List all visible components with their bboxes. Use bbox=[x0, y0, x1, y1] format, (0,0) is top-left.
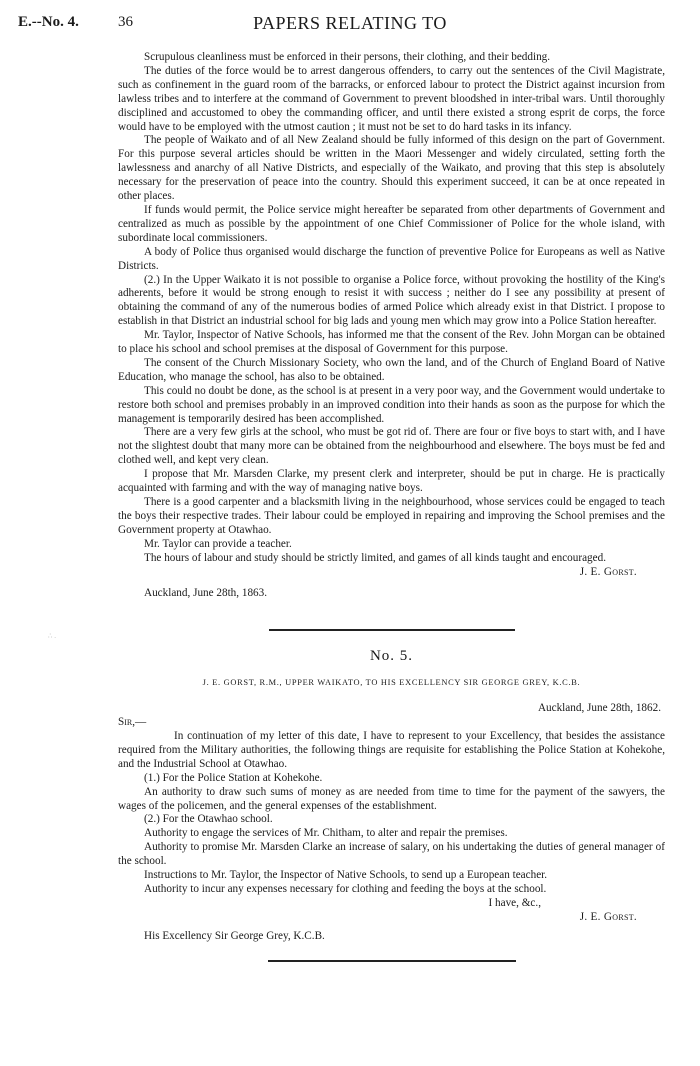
paragraph: An authority to draw such sums of money as are needed from time to time for the payment of the sawyers, the wages of the policemen, and the general expenses of the establishment. bbox=[118, 785, 665, 812]
paragraph: In continuation of my letter of this date, I have to represent to your Excellency, that besides the assistance required from the Military authorities, the following things are requisite for establishing the Police Station at Kohekohe, and the Industrial School at Otawhao. bbox=[118, 729, 665, 770]
page-number: 36 bbox=[118, 14, 133, 30]
section-divider bbox=[268, 960, 516, 962]
document-number: No. 5. bbox=[369, 648, 414, 665]
addressee: His Excellency Sir George Grey, K.C.B. bbox=[144, 929, 325, 942]
paragraph: (1.) For the Police Station at Kohekohe. bbox=[144, 771, 323, 784]
page-header bbox=[0, 14, 700, 40]
closing: I have, &c., bbox=[488, 896, 541, 909]
signature-block bbox=[118, 566, 665, 580]
paragraph: A body of Police thus organised would discharge the function of preventive Police for Europeans as well as Native Districts. bbox=[118, 245, 665, 272]
page-body bbox=[118, 51, 665, 962]
margin-mark: ∴ . bbox=[48, 632, 56, 640]
paragraph: Authority to promise Mr. Marsden Clarke an increase of salary, on his undertaking the duties of general manager of the school. bbox=[118, 841, 665, 868]
paragraph: (2.) For the Otawhao school. bbox=[144, 813, 273, 826]
paragraph: This could no doubt be done, as the school is at present in a very poor way, and the Government would undertake to restore both school and premises probably in an improved condition into their hands as soon as the purpose for which the management is temporarily desired has been accomplished. bbox=[118, 384, 665, 425]
salutation: Sir,— bbox=[118, 716, 147, 729]
document-reference: E.--No. 4. bbox=[18, 14, 79, 30]
signature: J. E. Gorst. bbox=[579, 565, 637, 578]
paragraph: Instructions to Mr. Taylor, the Inspector of Native Schools, to send up a European teacher. bbox=[144, 869, 548, 882]
running-title: PAPERS RELATING TO bbox=[253, 13, 447, 33]
section-2 bbox=[118, 650, 665, 943]
paragraph: There are a very few girls at the school, who must be got rid of. There are four or five boys to start with, and I have not the slightest doubt that many more can be obtained from the neighbourhood and elsewhere. The boys must be fed and clothed well, and kept very clean. bbox=[118, 426, 665, 467]
paragraph: Scrupulous cleanliness must be enforced in their persons, their clothing, and their bedding. bbox=[144, 51, 551, 63]
paragraph: Authority to engage the services of Mr. Chitham, to alter and repair the premises. bbox=[144, 827, 508, 840]
signature: J. E. Gorst. bbox=[579, 910, 637, 923]
paragraph: Mr. Taylor can provide a teacher. bbox=[144, 537, 292, 550]
signature-block bbox=[118, 911, 665, 925]
paragraph: The hours of labour and study should be strictly limited, and games of all kinds taught and encouraged. bbox=[144, 551, 607, 564]
section-1 bbox=[118, 51, 665, 601]
paragraph: If funds would permit, the Police service might hereafter be separated from other departments of Government and centralized as much as possible by the appointment of one Chief Commissioner of Police for the whole island, with subordinate local commissioners. bbox=[118, 203, 665, 244]
paragraph: Authority to incur any expenses necessary for clothing and feeding the boys at the school. bbox=[144, 882, 547, 895]
paragraph: Mr. Taylor, Inspector of Native Schools, has informed me that the consent of the Rev. John Morgan can be obtained to place his school and school premises at the disposal of Government for this purpose. bbox=[118, 329, 665, 356]
letter-heading: J. E. GORST, R.M., UPPER WAIKATO, TO HIS EXCELLENCY SIR GEORGE GREY, K.C.B. bbox=[202, 678, 581, 688]
letter-date: Auckland, June 28th, 1862. bbox=[537, 702, 661, 715]
dateline: Auckland, June 28th, 1863. bbox=[144, 587, 268, 600]
paragraph: There is a good carpenter and a blacksmith living in the neighbourhood, whose services could be engaged to teach the boys their respective trades. Their labour could be employed in repairing and improving the School premises and the Government property at Otawhao. bbox=[118, 496, 665, 536]
paragraph: The consent of the Church Missionary Society, who own the land, and of the Church of England Board of Native Education, who manage the school, has also to be obtained. bbox=[118, 356, 665, 383]
paragraph: The duties of the force would be to arrest dangerous offenders, to carry out the sentences of the Civil Magistrate, such as confinement in the guard room of the barracks, or enforced labour to protect the District against incursion from lawless tribes and to interfere at the command of Government to prevent bloodshed in inter-tribal wars. Until thoroughly disciplined and accustomed to obey the commanding officer, and until there existed a strong esprit de corps, the force would have to be employed with the utmost caution ; it must not be set to do hard tasks in its infancy. bbox=[118, 64, 665, 133]
paragraph: (2.) In the Upper Waikato it is not possible to organise a Police force, without provoking the hostility of the King's adherents, before it would be strong enough to resist it with success ; neither do I see any possibility at present of obtaining the command of any of the numerous bodies of armed Police which already exist in that District. I propose to establish in that District an industrial school for big lads and young men which may grow into a Police Station hereafter. bbox=[118, 273, 665, 328]
paragraph: The people of Waikato and of all New Zealand should be fully informed of this design on the part of Government. For this purpose several articles should be written in the Maori Messenger and widely circulated, setting forth the lawlessness and anarchy of all Native Districts, and especially of the Waikato, and proving that this step is absolutely necessary for the preservation of peace into the country. Should this experiment succeed, it can be at once repeated in other places. bbox=[118, 134, 665, 203]
paragraph: I propose that Mr. Marsden Clarke, my present clerk and interpreter, should be put in charge. He is practically acquainted with farming and with the way of managing native boys. bbox=[118, 468, 665, 495]
section-divider bbox=[269, 629, 515, 631]
